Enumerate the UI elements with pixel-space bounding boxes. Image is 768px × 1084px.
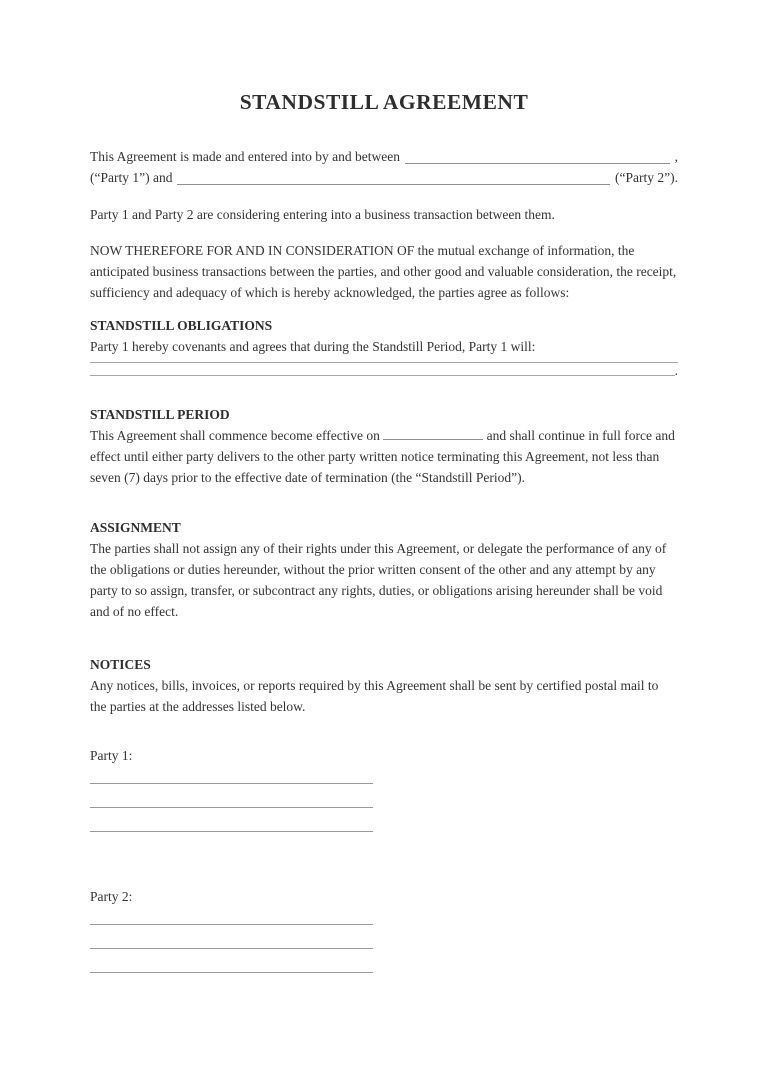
standstill-period-body	[90, 425, 678, 488]
party1-address-line-2[interactable]	[90, 784, 373, 808]
obligations-blank-terminator: .	[674, 363, 678, 378]
effective-date-blank[interactable]	[383, 438, 483, 440]
section-notices	[90, 654, 678, 717]
party2-label: Party 2:	[90, 889, 133, 904]
period-text-before-blank: This Agreement shall commence become effective on	[90, 428, 380, 443]
party2-address-line-1[interactable]	[90, 907, 373, 925]
document-title: STANDSTILL AGREEMENT	[239, 90, 529, 114]
period-text-after-blank: and shall continue in full force and effect until either party delivers to the other party written notice terminating this Agreement, not less than seven (7) days prior to the effective date of termination (the “Standstill Period”).	[90, 428, 675, 485]
section-standstill-period	[90, 404, 678, 488]
notices-heading: NOTICES	[90, 657, 151, 672]
party1-address-line-3[interactable]	[90, 808, 373, 832]
party2-name-blank[interactable]	[177, 184, 610, 185]
intro-line-2	[90, 167, 678, 188]
assignment-heading: ASSIGNMENT	[90, 520, 181, 535]
section-standstill-obligations	[90, 315, 678, 379]
intro-line-1	[90, 146, 678, 167]
consideration-paragraph: NOW THEREFORE FOR AND IN CONSIDERATION OF the mutual exchange of information, the anticipated business transactions between the parties, and other good and valuable consideration, the receipt, sufficiency and adequacy of which is hereby acknowledged, the parties agree as follows:	[90, 243, 677, 300]
obligations-blank-line-2-row	[90, 363, 678, 379]
standstill-period-heading: STANDSTILL PERIOD	[90, 407, 230, 422]
standstill-obligations-heading: STANDSTILL OBLIGATIONS	[90, 318, 273, 333]
party2-address-line-2[interactable]	[90, 925, 373, 949]
assignment-body: The parties shall not assign any of their rights under this Agreement, or delegate the performance of any of the obligations or duties hereunder, without the prior written consent of the other and any attempt by any party to so assign, transfer, or subcontract any rights, duties, or obligations arising hereunder shall be void and of no effect.	[90, 541, 667, 619]
recitals-paragraph: Party 1 and Party 2 are considering entering into a business transaction between them.	[90, 207, 555, 222]
intro-paragraph	[90, 146, 678, 188]
section-assignment	[90, 517, 678, 622]
intro-line-2-suffix: (“Party 2”).	[615, 170, 678, 185]
standstill-obligations-body: Party 1 hereby covenants and agrees that during the Standstill Period, Party 1 will:	[90, 339, 536, 354]
obligations-blank-line-2[interactable]	[90, 375, 675, 376]
party2-address-line-3[interactable]	[90, 949, 373, 973]
intro-line-1-text: This Agreement is made and entered into by and between	[90, 149, 401, 164]
party1-name-blank[interactable]	[405, 163, 670, 164]
notices-body: Any notices, bills, invoices, or reports required by this Agreement shall be sent by certified postal mail to the parties at the addresses listed below.	[90, 678, 659, 714]
document-page	[0, 90, 768, 1084]
party1-address-line-1[interactable]	[90, 766, 373, 784]
intro-line-2-prefix: (“Party 1”) and	[90, 170, 173, 185]
party2-address-block	[90, 886, 678, 973]
party1-address-block	[90, 745, 678, 832]
intro-line-1-comma: ,	[674, 149, 678, 164]
party1-label: Party 1:	[90, 748, 133, 763]
